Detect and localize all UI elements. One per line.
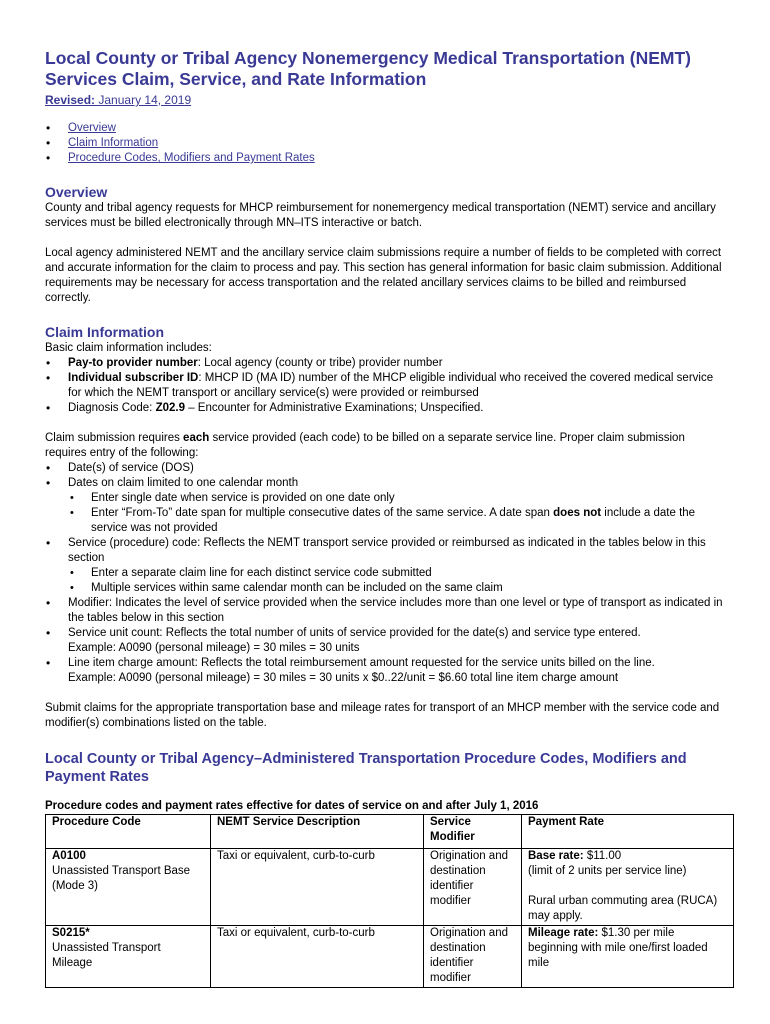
list-item: • Enter single date when service is provided on one date only bbox=[68, 491, 725, 506]
payment-rate-cell: Base rate: $11.00 (limit of 2 units per service line) Rural urban commuting area (RUCA) may apply. bbox=[522, 849, 734, 926]
payment-rate-cell: Mileage rate: $1.30 per mile beginning with mile one/first loaded mile bbox=[522, 926, 734, 988]
toc-link-claim-information[interactable]: Claim Information bbox=[68, 137, 159, 149]
procedure-code-cell: S0215* Unassisted Transport Mileage bbox=[46, 926, 211, 988]
list-item: • Pay-to provider number: Local agency (county or tribe) provider number bbox=[45, 356, 725, 371]
table-header-row bbox=[46, 815, 734, 849]
toc-item bbox=[45, 136, 725, 151]
column-header: Procedure Code bbox=[46, 815, 211, 849]
list-item: • Diagnosis Code: Z02.9 – Encounter for Administrative Examinations; Unspecified. bbox=[45, 401, 725, 416]
submit-claims-paragraph: Submit claims for the appropriate transportation base and mileage rates for transport of an MHCP member with the service code and modifier(s) combinations listed on the table. bbox=[45, 702, 720, 729]
overview-paragraph-1: County and tribal agency requests for MHCP reimbursement for nonemergency medical transportation (NEMT) service and ancillary services must be billed electronically through MN–ITS interactive or batch. bbox=[45, 202, 716, 229]
column-header: NEMT Service Description bbox=[211, 815, 424, 849]
list-item: • Service unit count: Reflects the total number of units of service provided for the date(s) and service type entered. Example: A0090 (personal mileage) = 30 miles = 30 units bbox=[45, 626, 725, 656]
sub-list bbox=[68, 491, 725, 536]
column-header: Payment Rate bbox=[522, 815, 734, 849]
table-row bbox=[46, 926, 734, 988]
list-item: • Dates on claim limited to one calendar month • Enter single date when service is provided on one date only • Enter “From-To” date span for multiple consecutive dates of the same service. A date span does not include a date the service was not provided bbox=[45, 476, 725, 536]
rates-heading: Local County or Tribal Agency–Administered Transportation Procedure Codes, Modifiers and Payment Rates bbox=[45, 751, 687, 785]
description-cell: Taxi or equivalent, curb-to-curb bbox=[211, 849, 424, 926]
modifier-cell: Origination and destination identifier modifier bbox=[424, 926, 522, 988]
toc-item bbox=[45, 151, 725, 166]
list-item: • Date(s) of service (DOS) bbox=[45, 461, 725, 476]
list-item: • Multiple services within same calendar month can be included on the same claim bbox=[68, 581, 725, 596]
toc-item bbox=[45, 121, 725, 136]
column-header: Service Modifier bbox=[424, 815, 522, 849]
claim-intro: Basic claim information includes: bbox=[45, 342, 212, 354]
page-title: Local County or Tribal Agency Nonemergency Medical Transportation (NEMT) Services Claim, Service, and Rate Information bbox=[45, 48, 691, 89]
modifier-cell: Origination and destination identifier modifier bbox=[424, 849, 522, 926]
revised-line bbox=[45, 93, 725, 108]
revised-link[interactable]: Revised: January 14, 2019 bbox=[45, 93, 192, 107]
list-item: • Line item charge amount: Reflects the total reimbursement amount requested for the service units billed on the line. Example: A0090 (personal mileage) = 30 miles = 30 units x $0..22/unit = $6.60 total line item charge amount bbox=[45, 656, 725, 686]
table-row bbox=[46, 849, 734, 926]
list-item: • Modifier: Indicates the level of service provided when the service includes more than one level or type of transport as indicated in the tables below in this section bbox=[45, 596, 725, 626]
toc-link-procedure-codes[interactable]: Procedure Codes, Modifiers and Payment Rates bbox=[68, 152, 315, 164]
claim-requirements-list bbox=[45, 461, 725, 686]
list-item: • Service (procedure) code: Reflects the NEMT transport service provided or reimbursed as indicated in the tables below in this section • Enter a separate claim line for each distinct service code submitted • Multiple services within same calendar month can be included on the same claim bbox=[45, 536, 725, 596]
table-of-contents bbox=[45, 121, 725, 166]
procedure-codes-table bbox=[45, 814, 734, 988]
list-item: • Enter a separate claim line for each distinct service code submitted bbox=[68, 566, 725, 581]
toc-link-overview[interactable]: Overview bbox=[68, 122, 116, 134]
list-item: • Enter “From-To” date span for multiple consecutive dates of the same service. A date span does not include a date the service was not provided bbox=[68, 506, 725, 536]
claim-information-heading: Claim Information bbox=[45, 324, 165, 340]
table-caption: Procedure codes and payment rates effective for dates of service on and after July 1, 2016 bbox=[45, 800, 539, 812]
overview-heading: Overview bbox=[45, 184, 108, 200]
overview-paragraph-2: Local agency administered NEMT and the ancillary service claim submissions require a number of fields to be completed with correct and accurate information for the claim to process and pay. This section has general information for basic claim submission. Additional requirements may be necessary for access transportation and the related ancillary services claims to be billed and reimbursed correctly. bbox=[45, 247, 722, 304]
list-item: • Individual subscriber ID: MHCP ID (MA ID) number of the MHCP eligible individual who received the covered medical service for which the NEMT transport or ancillary service(s) were provided or reimbursed bbox=[45, 371, 725, 401]
sub-list bbox=[68, 566, 725, 596]
description-cell: Taxi or equivalent, curb-to-curb bbox=[211, 926, 424, 988]
procedure-code-cell: A0100 Unassisted Transport Base (Mode 3) bbox=[46, 849, 211, 926]
basic-claim-list bbox=[45, 356, 725, 416]
claim-requirements-intro: Claim submission requires each service provided (each code) to be billed on a separate service line. Proper claim submission requires entry of the following: bbox=[45, 432, 685, 459]
